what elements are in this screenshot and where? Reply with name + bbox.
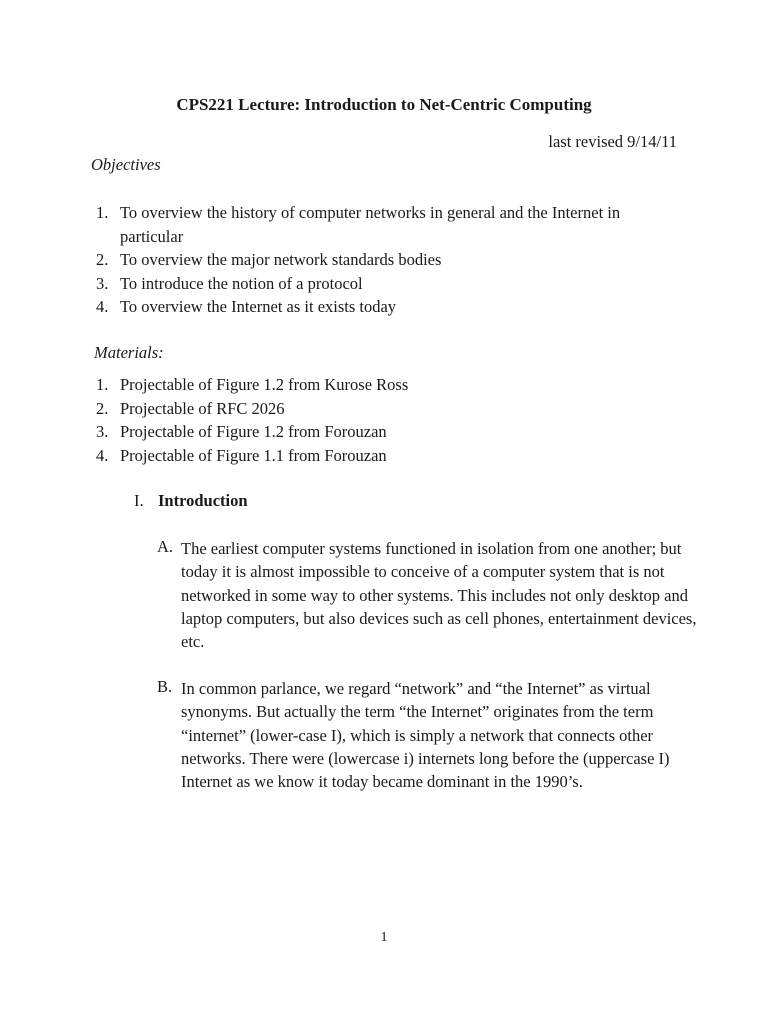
list-item-number: 2. — [96, 250, 109, 269]
materials-heading: Materials: — [94, 343, 164, 362]
materials-list — [96, 373, 680, 467]
list-item-text: To introduce the notion of a protocol — [120, 273, 363, 293]
objectives-heading: Objectives — [91, 155, 161, 174]
section-numeral: I. — [134, 491, 144, 510]
list-item-text: To overview the Internet as it exists today — [120, 297, 397, 316]
list-item — [96, 373, 680, 397]
list-item-number: 1. — [96, 203, 109, 222]
list-item-text: Projectable of Figure 1.1 from Forouzan — [120, 445, 387, 465]
paragraph-letter: B. — [157, 677, 173, 696]
list-item-number: 3. — [96, 422, 109, 441]
list-item — [96, 248, 680, 272]
list-item — [96, 420, 680, 444]
list-item-text: To overview the history of computer networks in general and the Internet in particular — [120, 203, 621, 246]
list-item-text: To overview the major network standards bodies — [120, 250, 442, 269]
paragraph-letter: A. — [157, 537, 174, 556]
list-item-number: 1. — [96, 375, 109, 394]
list-item-text: Projectable of Figure 1.2 from Forouzan — [120, 422, 387, 441]
section-title: Introduction — [158, 491, 248, 510]
list-item — [96, 272, 680, 296]
objectives-list — [96, 201, 680, 319]
paragraph-b — [157, 677, 717, 793]
revision-date: last revised 9/14/11 — [548, 132, 677, 151]
list-item-text: Projectable of RFC 2026 — [120, 398, 285, 418]
list-item-text: Projectable of Figure 1.2 from Kurose Ross — [120, 375, 409, 394]
paragraph-text: In common parlance, we regard “network” and “the Internet” as virtual synonyms. But actually the term “the Internet” originates from the term “internet” (lower-case I), which is simply a network that connects other networks. There were (lowercase i) internets long before the (uppercase I) Internet as we know it today became dominant in the 1990’s. — [181, 679, 670, 792]
list-item — [96, 397, 680, 421]
list-item-number: 2. — [96, 398, 109, 418]
list-item-number: 3. — [96, 273, 109, 293]
section-heading — [134, 491, 248, 511]
page-number: 1 — [380, 930, 388, 945]
list-item — [96, 295, 680, 319]
paragraph-a — [157, 537, 717, 653]
list-item — [96, 444, 680, 468]
list-item-number: 4. — [96, 297, 109, 316]
paragraph-text: The earliest computer systems functioned in isolation from one another; but today it is almost impossible to conceive of a computer system that is not networked in some way to other systems. This includes not only desktop and laptop computers, but also devices such as cell phones, entertainment devices, etc. — [181, 539, 697, 652]
list-item-number: 4. — [96, 445, 109, 465]
list-item — [96, 201, 680, 248]
document-title: CPS221 Lecture: Introduction to Net-Centric Computing — [176, 95, 592, 114]
